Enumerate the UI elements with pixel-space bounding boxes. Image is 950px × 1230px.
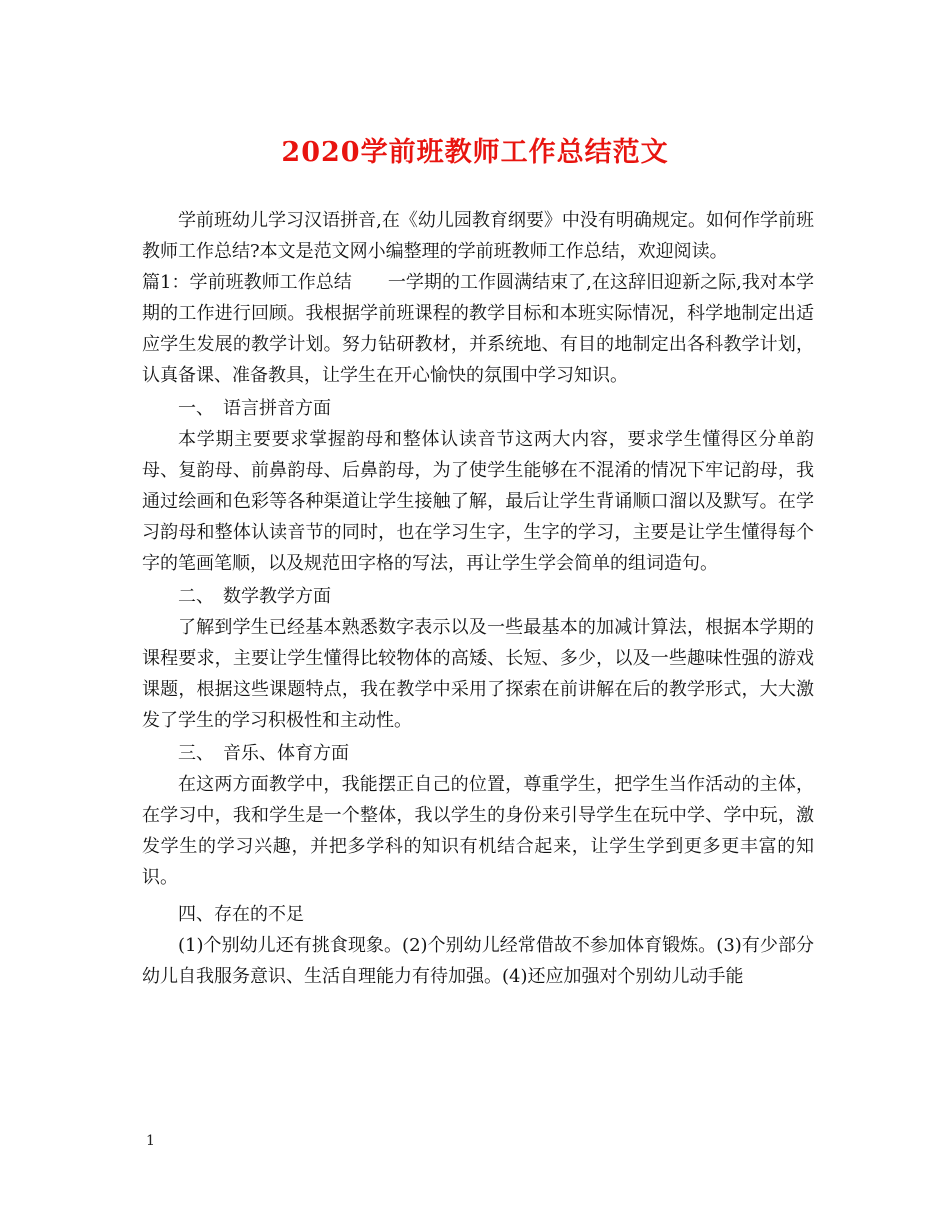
- section2-heading: 二、 数学教学方面: [178, 586, 331, 607]
- page-number: 1: [146, 1133, 155, 1149]
- part1-paragraph: 篇1：学前班教师工作总结 一学期的工作圆满结束了,在这辞旧迎新之际,我对本学期的工作进行回顾。我根据学前班课程的教学目标和本班实际情况，科学地制定出适应学生发展的教学计划。努力钻研教材，并系统地、有目的地制定出各科教学计划，认真备课、准备教具，让学生在开心愉快的氛围中学习知识。: [142, 272, 814, 386]
- section4-paragraph: (1)个别幼儿还有挑食现象。(2)个别幼儿经常借故不参加体育锻炼。(3)有少部分幼儿自我服务意识、生活自理能力有待加强。(4)还应加强对个别幼儿动手能: [142, 935, 814, 987]
- intro-paragraph: 学前班幼儿学习汉语拼音,在《幼儿园教育纲要》中没有明确规定。如何作学前班教师工作总结?本文是范文网小编整理的学前班教师工作总结，欢迎阅读。: [142, 210, 814, 262]
- section3-heading: 三、 音乐、体育方面: [178, 743, 349, 764]
- section1-heading: 一、 语言拼音方面: [178, 398, 331, 419]
- section1-paragraph: 本学期主要要求掌握韵母和整体认读音节这两大内容，要求学生懂得区分单韵母、复韵母、前鼻韵母、后鼻韵母，为了使学生能够在不混淆的情况下牢记韵母，我通过绘画和色彩等各种渠道让学生接触了解，最后让学生背诵顺口溜以及默写。在学习韵母和整体认读音节的同时，也在学习生字，生字的学习，主要是让学生懂得每个字的笔画笔顺，以及规范田字格的写法，再让学生学会简单的组词造句。: [142, 429, 814, 574]
- section2-paragraph: 了解到学生已经基本熟悉数字表示以及一些最基本的加减计算法，根据本学期的课程要求，主要让学生懂得比较物体的高矮、长短、多少，以及一些趣味性强的游戏课题，根据这些课题特点，我在教学中采用了探索在前讲解在后的教学形式，大大激发了学生的学习积极性和主动性。: [142, 617, 814, 731]
- document-title: 2020学前班教师工作总结范文: [281, 137, 669, 168]
- section3-paragraph: 在这两方面教学中，我能摆正自己的位置，尊重学生，把学生当作活动的主体，在学习中，我和学生是一个整体，我以学生的身份来引导学生在玩中学、学中玩，激发学生的学习兴趣，并把多学科的知识有机结合起来，让学生学到更多更丰富的知识。: [142, 774, 814, 888]
- document-body: [142, 205, 814, 992]
- section4-heading: 四、存在的不足: [178, 904, 304, 925]
